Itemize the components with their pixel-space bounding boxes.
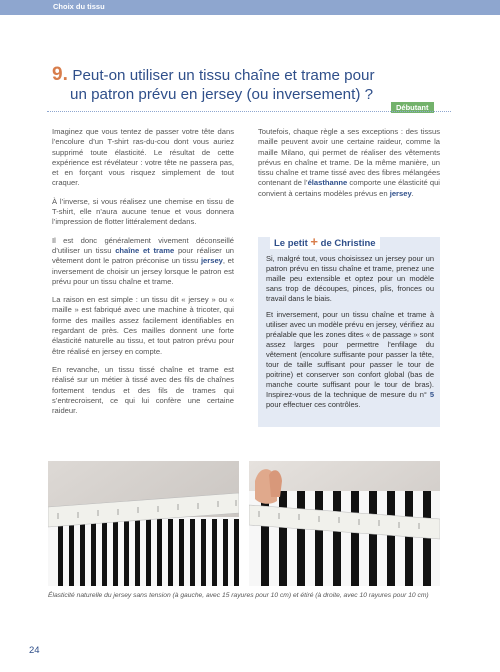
left-paragraph-3 (52, 236, 234, 287)
section-header-bar (0, 0, 500, 15)
question-title-line1: Peut-on utiliser un tissu chaîne et trame pour (72, 67, 375, 84)
tip-title-text: de Christine (320, 238, 376, 249)
level-badge: Débutant (391, 102, 434, 113)
text-run: . (411, 188, 414, 198)
plus-icon: + (310, 234, 319, 249)
right-column (258, 127, 440, 207)
photo-jersey-relaxed (48, 461, 239, 586)
keyword-chaine-trame: chaîne et trame (115, 245, 175, 255)
keyword-jersey: jersey (200, 256, 223, 266)
left-paragraph-5: En revanche, un tissu tissé chaîne et trame est réalisé sur un métier à tissé avec des fils de chaînes fortement tendus et des fils de trames qui s’entrecroisent, ce qui lui confère une certaine raideur. (52, 364, 234, 416)
text-run: Toutefois, chaque règle a ses exceptions : des tissus maille peuvent avoir une certaine raideur, comme la maille Milano, qui permet de réaliser des vêtements prévus en chaîne et trame. De la même manière, un tissu chaîne et trame tissé avec des fibres mélangées contenant de l’ (258, 127, 440, 188)
right-paragraph-1 (258, 127, 440, 199)
jersey-stretched-image (249, 461, 440, 586)
jersey-relaxed-image (48, 461, 239, 586)
page-number: 24 (29, 645, 40, 656)
text-run: Et inversement, pour un tissu chaîne et trame à utiliser avec un modèle prévu en jersey, vérifiez au préalable que les zones dites « de passage » sont assez larges pour permettre l’enfilage du vêtement (encolure suffisante pour passer la tête, tour de taille suffisant pour passer le tour de poitrine) et conserver son confort global (bas de manche courte suffisant pour le tour de bras). Inspirez-vous de la technique de mesure du n° (266, 310, 434, 399)
tip-paragraph-1: Si, malgré tout, vous choisissez un jersey pour un patron prévu en tissu chaîne et trame, prenez une maille peu extensible et optez pour un modèle sans trop de découpes, pinces, plis, fronces ou travail dans le biais. (266, 254, 434, 303)
text-run: Il est donc généralement vivement déconseillé d’utiliser un tissu (52, 235, 234, 255)
question-number: 9. (52, 64, 68, 85)
title-divider (47, 111, 451, 112)
left-paragraph-4: La raison en est simple : un tissu dit « jersey » ou « maille » est fabriqué avec une machine à tricoter, qui forme des mailles assez facilement identifiables en regardant de près. Ces mailles donnent une forte élasticité naturelle au tissu, et tout patron prévu pour être réalisé en jersey en compte. (52, 295, 234, 356)
text-run: pour effectuer ces contrôles. (266, 400, 361, 409)
tip-body (266, 254, 434, 416)
text-run: , et inversement de choisir un jersey lorsque le patron est prévu pour un tissu chaîne et trame. (52, 256, 234, 286)
technique-reference: 5 (429, 390, 434, 399)
tip-paragraph-2 (266, 310, 434, 410)
left-paragraph-1: Imaginez que vous tentez de passer votre tête dans l’encolure d’un T-shirt ras-du-cou dont vous auriez supprimé toute élasticité. Le résultat de cette expérience est révélateur : votre tête ne passera pas, et en forçant vous risquez simplement de tout craquer. (52, 127, 234, 188)
keyword-jersey: jersey (389, 188, 412, 198)
question-title (52, 64, 432, 104)
left-column (52, 127, 234, 424)
tip-title (270, 234, 380, 249)
photo-jersey-stretched (249, 461, 440, 586)
text-run: comporte une élasticité qui convient à certains modèles prévus en (258, 178, 440, 198)
left-paragraph-2: À l’inverse, si vous réalisez une chemise en tissu de T-shirt, elle n’aura aucune tenue et vous donnera l’impression de flotter littéralement dedans. (52, 196, 234, 227)
tip-title-text: Le petit (274, 238, 308, 249)
text-run: pour réaliser un vêtement dont le patron préconise un tissu (52, 245, 235, 266)
photo-caption: Élasticité naturelle du jersey sans tension (à gauche, avec 15 rayures pour 10 cm) et étiré (à droite, avec 10 rayures pour 10 cm) (48, 592, 429, 599)
section-title: Choix du tissu (53, 2, 105, 11)
question-title-line2: un patron prévu en jersey (ou inversement) ? (70, 86, 374, 103)
keyword-elasthanne: élasthanne (307, 178, 348, 188)
